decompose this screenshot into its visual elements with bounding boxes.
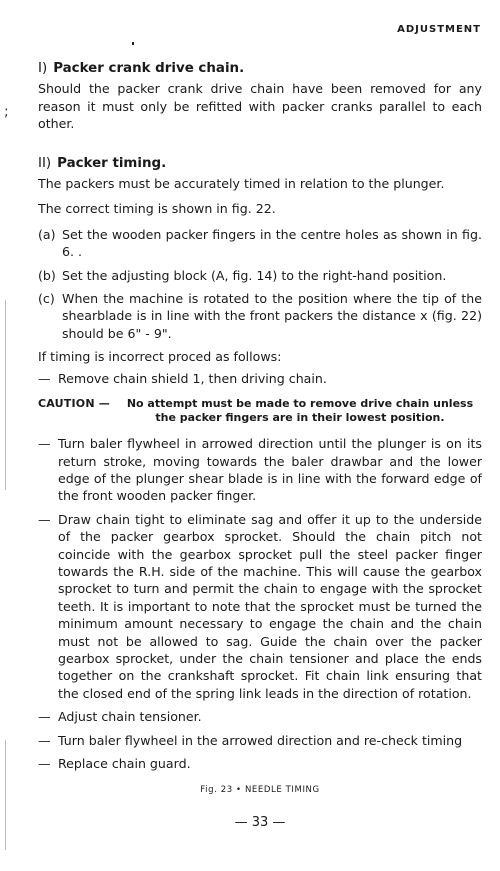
page-number: — 33 — xyxy=(234,814,286,830)
paragraph: Should the packer crank drive chain have been removed for any reason it must only be refitted with packer cranks parallel to each other. xyxy=(38,81,482,132)
list-text: Set the wooden packer fingers in the centre holes as shown in fig. 6. . xyxy=(62,226,482,260)
figure-caption: Fig. 23 • NEEDLE TIMING xyxy=(200,785,320,796)
list-item xyxy=(38,290,482,342)
paragraph: The packers must be accurately timed in relation to the plunger. xyxy=(38,176,445,192)
dash-marker: — xyxy=(38,370,51,386)
step-text: Adjust chain tensioner. xyxy=(58,709,202,725)
caution-label: CAUTION — xyxy=(38,397,110,411)
dash-marker: — xyxy=(38,709,51,725)
dash-marker: — xyxy=(38,732,51,748)
step-item xyxy=(38,435,482,505)
section-title xyxy=(38,60,482,77)
list-text: Set the adjusting block (A, fig. 14) to the right-hand position. xyxy=(62,267,447,283)
margin-binding-mark xyxy=(5,300,6,490)
paragraph: If timing is incorrect proced as follows: xyxy=(38,349,282,365)
step-item xyxy=(38,708,482,725)
paragraph: The correct timing is shown in fig. 22. xyxy=(38,201,276,217)
section-heading: Packer crank drive chain. xyxy=(53,61,245,76)
margin-binding-mark xyxy=(5,740,6,850)
section-title xyxy=(38,155,482,172)
dash-marker: — xyxy=(38,511,51,527)
dash-marker: — xyxy=(38,436,51,452)
page-content xyxy=(38,60,482,831)
margin-glyph: ; xyxy=(4,104,9,120)
list-item xyxy=(38,226,482,261)
running-header: ADJUSTMENT xyxy=(397,24,481,35)
section-number: II) xyxy=(38,155,52,171)
step-text: Replace chain guard. xyxy=(58,756,191,771)
caution-text: No attempt must be made to remove drive chain unless the packer fingers are in their lowest position. xyxy=(126,397,474,425)
step-item xyxy=(38,732,482,749)
step-text: Turn baler flywheel in the arrowed direction and re-check timing xyxy=(58,732,463,748)
list-label: (c) xyxy=(38,291,55,307)
section-number: I) xyxy=(38,61,48,76)
section-heading: Packer timing. xyxy=(57,155,167,171)
step-item xyxy=(38,370,482,387)
step-item xyxy=(38,755,482,772)
list-label: (b) xyxy=(38,267,56,283)
list-item xyxy=(38,267,482,284)
caution-note xyxy=(38,397,482,425)
step-text: Remove chain shield 1, then driving chain. xyxy=(58,370,327,386)
ink-dot xyxy=(132,42,134,45)
dash-marker: — xyxy=(38,756,51,771)
list-label: (a) xyxy=(38,226,56,242)
step-text: Draw chain tight to eliminate sag and offer it up to the underside of the packer gearbox sprocket. Should the chain pitch not coincide with the gearbox sprocket pull the steel packer finger towards the R.H. side of the machine. This will cause the gearbox sprocket to turn and permit the chain to engage with the sprocket teeth. It is important to note that the sprocket must be turned the minimum amount necessary to engage the chain and the chain must not be allowed to sag. Guide the chain over the packer gearbox sprocket, under the chain tensioner and place the ends together on the crankshaft sprocket. Fit chain link ensuring that the closed end of the spring link leads in the direction of rotation. xyxy=(58,511,482,701)
step-text: Turn baler flywheel in arrowed direction until the plunger is on its return stroke, moving towards the baler drawbar and the lower edge of the plunger shear blade is in line with the forward edge of the front wooden packer finger. xyxy=(58,436,482,504)
step-item xyxy=(38,511,482,702)
list-text: When the machine is rotated to the position where the tip of the shearblade is in line with the front packers the distance x (fig. 22) should be 6" - 9". xyxy=(62,291,482,341)
